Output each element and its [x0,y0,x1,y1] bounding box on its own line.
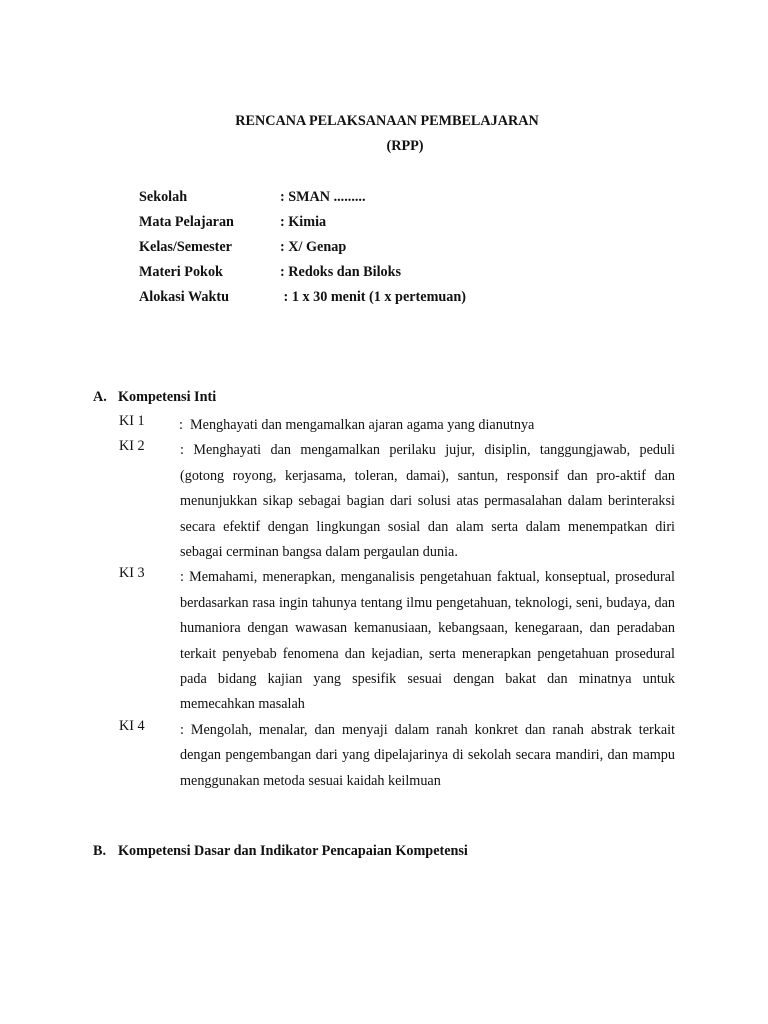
document-title: RENCANA PELAKSANAAN PEMBELAJARAN [235,113,539,129]
section-title: Kompetensi Dasar dan Indikator Pencapaian Kompetensi [118,843,468,859]
identity-label: Alokasi Waktu [139,289,230,305]
identity-value: : SMAN ......... [280,189,366,205]
ki-code: KI 4 [119,717,145,734]
identity-value: : Kimia [280,214,327,230]
list-item [119,413,675,438]
identity-label: Mata Pelajaran [139,214,234,230]
section-a-heading [93,389,216,406]
identity-value: : Redoks dan Biloks [280,264,402,280]
section-title: Kompetensi Inti [118,389,217,405]
list-item [119,565,675,717]
ki-code: KI 3 [119,565,145,582]
identity-value: : 1 x 30 menit (1 x pertemuan) [280,289,466,305]
ki-code: KI 2 [119,438,145,455]
section-letter: B. [93,843,107,859]
identity-value: : X/ Genap [280,239,347,255]
document-subtitle: (RPP) [386,138,424,154]
ki-text: : Menghayati dan mengamalkan ajaran agama yang dianutnya [179,417,535,433]
section-b-heading [93,843,468,860]
list-item [119,718,675,794]
ki-text: : Mengolah, menalar, dan menyaji dalam ranah konkret dan ranah abstrak terkait dengan pengembangan dari yang dipelajarinya di sekolah secara mandiri, dan mampu menggunakan metoda sesuai kaidah keilmuan [180,721,675,789]
identity-label: Materi Pokok [139,264,223,280]
section-letter: A. [93,389,107,405]
ki-code: KI 1 [119,413,145,429]
list-item [119,438,675,565]
identity-label: Kelas/Semester [139,239,232,255]
ki-text: : Menghayati dan mengamalkan perilaku jujur, disiplin, tanggungjawab, peduli (gotong royong, kerjasama, toleran, damai), santun, responsif dan pro-aktif dan menunjukkan sikap sebagai bagian dari solusi atas permasalahan dalam berinteraksi secara efektif dengan lingkungan sosial dan alam serta dalam menempatkan diri sebagai cerminan bangsa dalam pergaulan dunia. [180,442,675,561]
identity-label: Sekolah [139,189,188,205]
ki-text: : Memahami, menerapkan, menganalisis pengetahuan faktual, konseptual, prosedural berdasarkan rasa ingin tahunya tentang ilmu pengetahuan, teknologi, seni, budaya, dan humaniora dengan wawasan kemanusiaan, kebangsaan, kenegaraan, dan peradaban terkait penyebab fenomena dan kejadian, serta menerapkan pengetahuan prosedural pada bidang kajian yang spesifik sesuai dengan bakat dan minatnya untuk memecahkan masalah [180,569,675,713]
core-competency-list [119,413,675,794]
